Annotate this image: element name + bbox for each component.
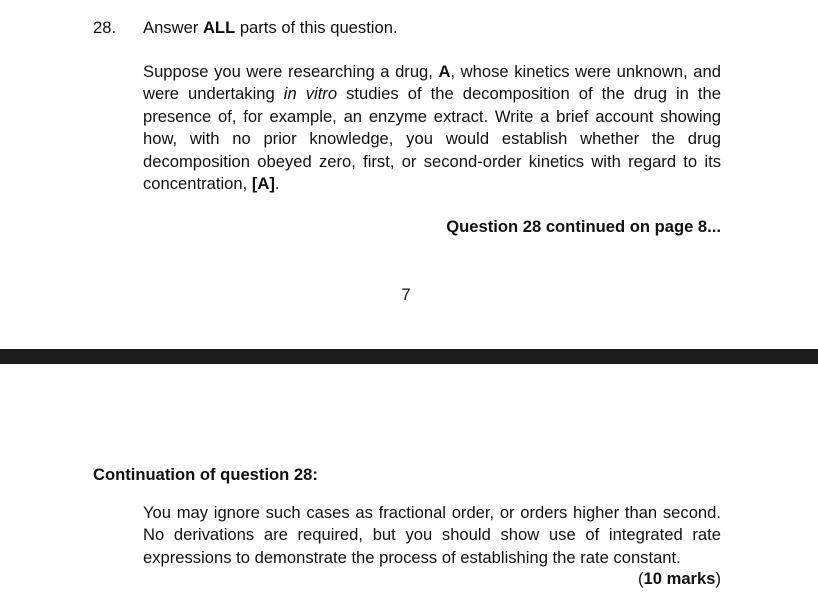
instruction-prefix: Answer: [143, 18, 203, 37]
question-body: [143, 61, 721, 195]
page-divider: [0, 349, 818, 364]
continuation-heading: Continuation of question 28:: [93, 465, 318, 484]
continued-note: Question 28 continued on page 8...: [446, 217, 721, 236]
continuation-body: You may ignore such cases as fractional order, or orders higher than second. No derivations are required, but you should show use of integrated rate expressions to demonstrate the process of establishing the rate constant.: [143, 503, 721, 567]
page-number-value: 7: [401, 285, 411, 304]
question-number: 28.: [93, 18, 117, 37]
marks-close-paren: ): [715, 569, 721, 588]
marks-open-paren: (: [637, 569, 644, 588]
concentration-symbol: [A]: [251, 174, 275, 194]
instruction-emphasis: ALL: [202, 18, 236, 37]
italic-term: in vitro: [283, 84, 338, 104]
page-number: [0, 284, 818, 306]
question-body-part4: .: [274, 174, 280, 194]
question-body-part2: , whose kinetics were unknown, and were undertaking: [143, 62, 721, 104]
instruction-suffix: parts of this question.: [235, 18, 398, 37]
marks-value: 10 marks: [643, 569, 716, 588]
drug-name: A: [438, 62, 451, 81]
question-body-part1: Suppose you were researching a drug,: [143, 62, 439, 81]
question-body-part3: studies of the decomposition of the drug in the presence of, for example, an enzyme extract. Write a brief account showing how, with no prior knowledge, you would establish whether the drug decomposition obeyed zero, first, or second-order kinetics with regard to its concentration,: [143, 84, 721, 194]
marks-allocation: [638, 568, 721, 590]
question-instruction: [143, 17, 398, 39]
